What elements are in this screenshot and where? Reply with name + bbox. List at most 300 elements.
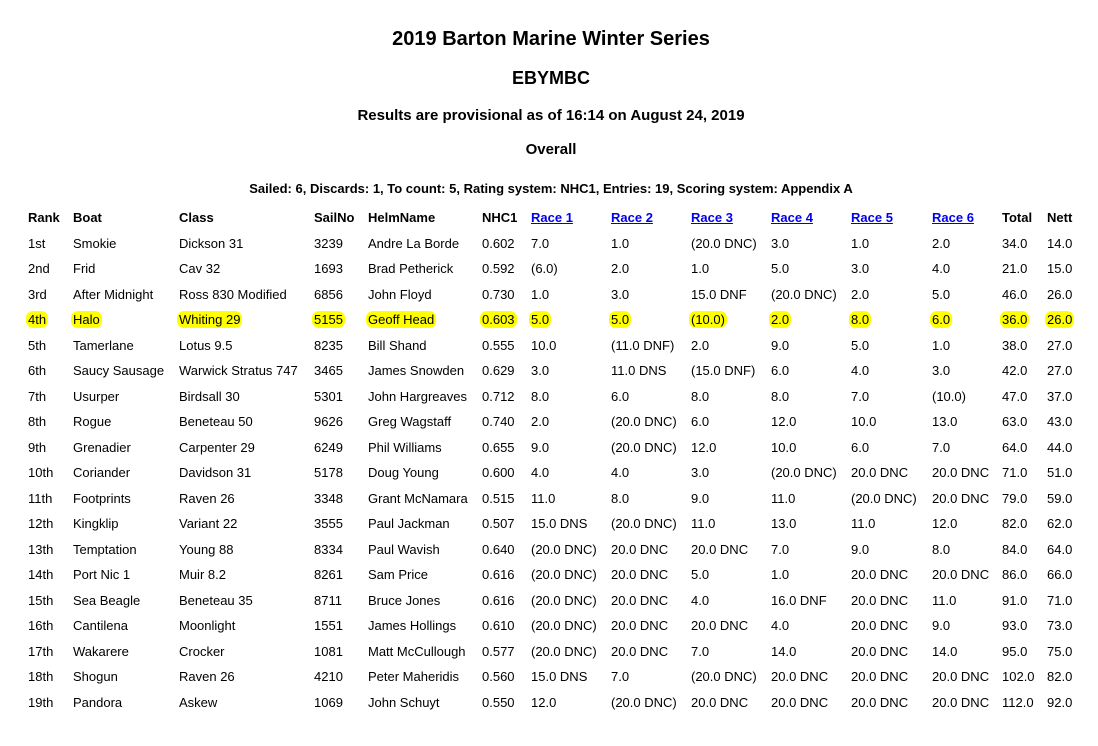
- cell-nett: [1047, 307, 1092, 333]
- cell-race-3: 1.0: [691, 261, 710, 277]
- cell-helm-name: James Snowden: [368, 363, 465, 379]
- cell-nhc1: 0.555: [482, 337, 515, 353]
- highlighted-value: Whiting 29: [179, 312, 241, 328]
- cell-helm-name: John Schuyt: [368, 694, 440, 710]
- cell-race-5: 6.0: [851, 439, 870, 455]
- cell-race-1: (20.0 DNC): [531, 541, 597, 557]
- cell-nett: 66.0: [1047, 567, 1073, 583]
- cell-race-2: 7.0: [611, 669, 630, 685]
- cell-class: Crocker: [179, 643, 225, 659]
- section-title: Overall: [525, 141, 577, 158]
- table-header-row: [28, 205, 1092, 231]
- cell-total: 86.0: [1002, 567, 1028, 583]
- race-6-link[interactable]: Race 6: [932, 210, 974, 226]
- cell-race-1: 4.0: [531, 465, 550, 481]
- cell-race-6: 1.0: [932, 337, 951, 353]
- cell-total: 21.0: [1002, 261, 1028, 277]
- cell-helm-name: Andre La Borde: [368, 235, 460, 251]
- cell-helm-name: Paul Jackman: [368, 516, 450, 532]
- cell-race-2: (20.0 DNC): [611, 516, 677, 532]
- cell-nett: 37.0: [1047, 388, 1073, 404]
- cell-race-1: (20.0 DNC): [531, 592, 597, 608]
- cell-helm-name: Bill Shand: [368, 337, 427, 353]
- cell-class: Birdsall 30: [179, 388, 240, 404]
- cell-race-1: 15.0 DNS: [531, 516, 588, 532]
- cell-nhc1: 0.507: [482, 516, 515, 532]
- cell-helm-name: Brad Petherick: [368, 261, 454, 277]
- cell-sail-no: 6856: [314, 286, 343, 302]
- provisional-notice: Results are provisional as of 16:14 on August 24, 2019: [357, 107, 745, 124]
- cell-race-6: 8.0: [932, 541, 951, 557]
- cell-nett: 82.0: [1047, 669, 1073, 685]
- cell-race-3: 20.0 DNC: [691, 618, 749, 634]
- cell-race-5: 5.0: [851, 337, 870, 353]
- cell-nett: 59.0: [1047, 490, 1073, 506]
- cell-total: 63.0: [1002, 414, 1028, 430]
- cell-helm-name: Sam Price: [368, 567, 428, 583]
- cell-class: Ross 830 Modified: [179, 286, 287, 302]
- cell-race-4: 16.0 DNF: [771, 592, 827, 608]
- cell-race-2: 1.0: [611, 235, 630, 251]
- header-boat: Boat: [73, 210, 102, 226]
- highlighted-value: Geoff Head: [368, 312, 435, 328]
- cell-race-3: 6.0: [691, 414, 710, 430]
- cell-race-5: 20.0 DNC: [851, 567, 909, 583]
- highlighted-value: 2.0: [771, 312, 790, 328]
- cell-total: 79.0: [1002, 490, 1028, 506]
- cell-race-2: (20.0 DNC): [611, 414, 677, 430]
- cell-nett: 92.0: [1047, 694, 1073, 710]
- cell-race-1: [531, 307, 611, 333]
- cell-nhc1: 0.600: [482, 465, 515, 481]
- cell-race-1: (20.0 DNC): [531, 567, 597, 583]
- highlighted-value: 8.0: [851, 312, 870, 328]
- cell-race-3: 4.0: [691, 592, 710, 608]
- cell-total: 102.0: [1002, 669, 1035, 685]
- cell-sail-no: 3239: [314, 235, 343, 251]
- series-summary: Sailed: 6, Discards: 1, To count: 5, Rating system: NHC1, Entries: 19, Scoring system: Appendix A: [249, 181, 853, 196]
- cell-helm-name: John Floyd: [368, 286, 432, 302]
- table-row: [28, 664, 1092, 690]
- cell-boat: After Midnight: [73, 286, 154, 302]
- cell-nhc1: 0.610: [482, 618, 515, 634]
- cell-race-2: [611, 307, 691, 333]
- cell-race-2: (20.0 DNC): [611, 439, 677, 455]
- cell-race-6: 9.0: [932, 618, 951, 634]
- cell-race-3: 5.0: [691, 567, 710, 583]
- cell-race-4: 7.0: [771, 541, 790, 557]
- cell-race-1: 15.0 DNS: [531, 669, 588, 685]
- cell-total: 95.0: [1002, 643, 1028, 659]
- cell-nett: 71.0: [1047, 592, 1073, 608]
- cell-nett: 44.0: [1047, 439, 1073, 455]
- header-helm-name: HelmName: [368, 210, 436, 226]
- header-race-5: [851, 205, 932, 231]
- cell-race-5: 10.0: [851, 414, 877, 430]
- cell-race-1: 9.0: [531, 439, 550, 455]
- cell-total: 46.0: [1002, 286, 1028, 302]
- race-5-link[interactable]: Race 5: [851, 210, 893, 226]
- cell-race-5: 1.0: [851, 235, 870, 251]
- cell-boat: Port Nic 1: [73, 567, 131, 583]
- cell-helm-name: Matt McCullough: [368, 643, 466, 659]
- cell-class: Young 88: [179, 541, 234, 557]
- cell-boat: Usurper: [73, 388, 120, 404]
- cell-class: Variant 22: [179, 516, 238, 532]
- table-row: [28, 384, 1092, 410]
- cell-helm-name: Peter Maheridis: [368, 669, 460, 685]
- cell-race-1: 8.0: [531, 388, 550, 404]
- cell-sail-no: 8261: [314, 567, 343, 583]
- cell-race-3: (15.0 DNF): [691, 363, 756, 379]
- cell-race-2: 8.0: [611, 490, 630, 506]
- cell-sail-no: 3555: [314, 516, 343, 532]
- cell-race-5: 20.0 DNC: [851, 618, 909, 634]
- cell-class: Moonlight: [179, 618, 236, 634]
- cell-race-1: 10.0: [531, 337, 557, 353]
- header-total: Total: [1002, 210, 1033, 226]
- cell-helm-name: Paul Wavish: [368, 541, 440, 557]
- cell-race-4: 1.0: [771, 567, 790, 583]
- cell-rank: 17th: [28, 643, 54, 659]
- table-row: [28, 639, 1092, 665]
- cell-sail-no: 3465: [314, 363, 343, 379]
- cell-race-4: 11.0: [771, 490, 796, 506]
- results-table: [28, 205, 1092, 715]
- cell-race-3: [691, 307, 771, 333]
- cell-class: Askew: [179, 694, 218, 710]
- cell-race-6: 7.0: [932, 439, 951, 455]
- cell-race-1: 2.0: [531, 414, 550, 430]
- cell-race-2: (20.0 DNC): [611, 694, 677, 710]
- table-row: [28, 231, 1092, 257]
- cell-race-4: [771, 307, 851, 333]
- cell-rank: 5th: [28, 337, 47, 353]
- cell-race-5: 9.0: [851, 541, 870, 557]
- cell-race-1: (6.0): [531, 261, 558, 277]
- table-row: [28, 537, 1092, 563]
- cell-nett: 64.0: [1047, 541, 1073, 557]
- cell-race-3: 8.0: [691, 388, 710, 404]
- highlighted-value: 6.0: [932, 312, 951, 328]
- cell-rank: 13th: [28, 541, 54, 557]
- table-row: [28, 256, 1092, 282]
- header-race-2: [611, 205, 691, 231]
- cell-total: 42.0: [1002, 363, 1028, 379]
- cell-nhc1: [482, 307, 531, 333]
- cell-race-6: 4.0: [932, 261, 951, 277]
- cell-race-1: 11.0: [531, 490, 556, 506]
- header-race-3: [691, 205, 771, 231]
- cell-helm-name: John Hargreaves: [368, 388, 467, 404]
- cell-nhc1: 0.515: [482, 490, 515, 506]
- cell-class: Beneteau 50: [179, 414, 253, 430]
- highlighted-value: 5.0: [531, 312, 550, 328]
- header-nett: Nett: [1047, 210, 1073, 226]
- cell-boat: Coriander: [73, 465, 131, 481]
- cell-rank: 18th: [28, 669, 54, 685]
- cell-race-3: 20.0 DNC: [691, 541, 749, 557]
- cell-class: Beneteau 35: [179, 592, 253, 608]
- cell-boat: Footprints: [73, 490, 131, 506]
- cell-helm-name: James Hollings: [368, 618, 457, 634]
- cell-race-3: 7.0: [691, 643, 710, 659]
- cell-race-4: 4.0: [771, 618, 790, 634]
- cell-nett: 43.0: [1047, 414, 1073, 430]
- table-row: [28, 690, 1092, 716]
- cell-race-3: 11.0: [691, 516, 716, 532]
- cell-rank: 12th: [28, 516, 54, 532]
- cell-helm-name: Doug Young: [368, 465, 439, 481]
- cell-nhc1: 0.640: [482, 541, 515, 557]
- cell-total: 71.0: [1002, 465, 1028, 481]
- cell-total: 38.0: [1002, 337, 1028, 353]
- cell-rank: 9th: [28, 439, 47, 455]
- cell-boat: Wakarere: [73, 643, 129, 659]
- cell-race-3: 9.0: [691, 490, 710, 506]
- cell-sail-no: 1551: [314, 618, 343, 634]
- cell-rank: 6th: [28, 363, 47, 379]
- cell-race-4: 6.0: [771, 363, 790, 379]
- cell-race-5: 20.0 DNC: [851, 669, 909, 685]
- cell-helm-name: Greg Wagstaff: [368, 414, 452, 430]
- cell-race-6: 14.0: [932, 643, 958, 659]
- cell-nett: 75.0: [1047, 643, 1073, 659]
- cell-nhc1: 0.577: [482, 643, 515, 659]
- header-race-6: [932, 205, 1002, 231]
- header-class: Class: [179, 210, 214, 226]
- cell-race-5: 7.0: [851, 388, 870, 404]
- cell-race-2: 20.0 DNC: [611, 592, 669, 608]
- cell-class: Raven 26: [179, 490, 235, 506]
- cell-nhc1: 0.592: [482, 261, 515, 277]
- cell-rank: 14th: [28, 567, 54, 583]
- cell-sail-no: 9626: [314, 414, 343, 430]
- cell-race-4: 8.0: [771, 388, 790, 404]
- cell-total: 47.0: [1002, 388, 1028, 404]
- cell-boat: Tamerlane: [73, 337, 134, 353]
- cell-rank: 10th: [28, 465, 54, 481]
- cell-nett: 26.0: [1047, 286, 1073, 302]
- table-row: [28, 460, 1092, 486]
- cell-race-4: 12.0: [771, 414, 797, 430]
- cell-nhc1: 0.655: [482, 439, 515, 455]
- table-row: [28, 333, 1092, 359]
- cell-sail-no: 4210: [314, 669, 343, 685]
- cell-race-6: 13.0: [932, 414, 958, 430]
- highlighted-value: 5.0: [611, 312, 630, 328]
- cell-race-4: (20.0 DNC): [771, 286, 837, 302]
- cell-race-6: 20.0 DNC: [932, 669, 990, 685]
- cell-sail-no: 5301: [314, 388, 343, 404]
- cell-race-5: 3.0: [851, 261, 870, 277]
- cell-rank: 3rd: [28, 286, 47, 302]
- header-rank: Rank: [28, 210, 60, 226]
- cell-boat: Smokie: [73, 235, 117, 251]
- cell-race-1: 7.0: [531, 235, 550, 251]
- cell-class: Cav 32: [179, 261, 221, 277]
- cell-rank: 19th: [28, 694, 54, 710]
- cell-race-4: 14.0: [771, 643, 797, 659]
- cell-rank: 2nd: [28, 261, 50, 277]
- cell-sail-no: 8334: [314, 541, 343, 557]
- cell-race-6: 20.0 DNC: [932, 694, 990, 710]
- cell-total: [1002, 307, 1047, 333]
- cell-boat: Rogue: [73, 414, 112, 430]
- cell-race-3: 12.0: [691, 439, 717, 455]
- cell-sail-no: 8711: [314, 592, 342, 608]
- cell-race-5: (20.0 DNC): [851, 490, 917, 506]
- table-row: [28, 409, 1092, 435]
- cell-race-2: 20.0 DNC: [611, 567, 669, 583]
- cell-nett: 14.0: [1047, 235, 1073, 251]
- cell-race-5: 20.0 DNC: [851, 694, 909, 710]
- table-row: [28, 511, 1092, 537]
- table-row: [28, 282, 1092, 308]
- cell-helm-name: [368, 307, 482, 333]
- cell-total: 34.0: [1002, 235, 1028, 251]
- cell-total: 112.0: [1002, 694, 1034, 710]
- highlighted-value: 36.0: [1002, 312, 1028, 328]
- cell-race-1: 1.0: [531, 286, 550, 302]
- cell-race-4: 20.0 DNC: [771, 669, 829, 685]
- header-race-4: [771, 205, 851, 231]
- cell-rank: 11th: [28, 490, 53, 506]
- cell-race-4: 5.0: [771, 261, 790, 277]
- highlighted-value: (10.0): [691, 312, 725, 328]
- cell-race-6: 3.0: [932, 363, 951, 379]
- cell-nhc1: 0.740: [482, 414, 515, 430]
- cell-boat: [73, 307, 179, 333]
- cell-class: Davidson 31: [179, 465, 252, 481]
- cell-rank: 7th: [28, 388, 47, 404]
- header-race-1: [531, 205, 611, 231]
- cell-race-2: 20.0 DNC: [611, 643, 669, 659]
- cell-boat: Pandora: [73, 694, 123, 710]
- cell-class: Raven 26: [179, 669, 235, 685]
- cell-nhc1: 0.550: [482, 694, 515, 710]
- highlighted-value: 4th: [28, 312, 47, 328]
- cell-race-1: 3.0: [531, 363, 550, 379]
- cell-class: Carpenter 29: [179, 439, 255, 455]
- cell-race-6: 20.0 DNC: [932, 490, 990, 506]
- cell-nhc1: 0.730: [482, 286, 515, 302]
- header-nhc1: NHC1: [482, 210, 518, 226]
- cell-rank: [28, 307, 73, 333]
- table-row: [28, 562, 1092, 588]
- highlighted-value: 0.603: [482, 312, 515, 328]
- cell-race-5: 20.0 DNC: [851, 592, 909, 608]
- table-row: [28, 307, 1092, 333]
- cell-race-5: 20.0 DNC: [851, 465, 909, 481]
- cell-boat: Grenadier: [73, 439, 131, 455]
- cell-race-6: 2.0: [932, 235, 951, 251]
- cell-class: Warwick Stratus 747: [179, 363, 298, 379]
- cell-sail-no: 5178: [314, 465, 343, 481]
- cell-nhc1: 0.629: [482, 363, 515, 379]
- cell-race-6: 12.0: [932, 516, 958, 532]
- table-row: [28, 358, 1092, 384]
- cell-rank: 15th: [28, 592, 54, 608]
- cell-race-3: 20.0 DNC: [691, 694, 749, 710]
- cell-sail-no: 6249: [314, 439, 343, 455]
- race-1-link[interactable]: Race 1: [531, 210, 573, 226]
- cell-race-3: (20.0 DNC): [691, 669, 757, 685]
- cell-race-4: 3.0: [771, 235, 790, 251]
- cell-race-6: 20.0 DNC: [932, 465, 990, 481]
- cell-race-6: (10.0): [932, 388, 966, 404]
- cell-boat: Sea Beagle: [73, 592, 141, 608]
- race-2-link[interactable]: Race 2: [611, 210, 653, 226]
- cell-sail-no: 1081: [314, 643, 343, 659]
- cell-race-4: 10.0: [771, 439, 797, 455]
- cell-boat: Cantilena: [73, 618, 128, 634]
- cell-race-4: 9.0: [771, 337, 790, 353]
- cell-race-5: [851, 307, 932, 333]
- cell-race-6: 20.0 DNC: [932, 567, 990, 583]
- race-4-link[interactable]: Race 4: [771, 210, 813, 226]
- cell-nhc1: 0.712: [482, 388, 515, 404]
- cell-race-2: 11.0 DNS: [611, 363, 667, 379]
- cell-total: 82.0: [1002, 516, 1028, 532]
- cell-race-5: 11.0: [851, 516, 876, 532]
- series-title: 2019 Barton Marine Winter Series: [392, 28, 710, 50]
- cell-nett: 15.0: [1047, 261, 1073, 277]
- cell-class: Lotus 9.5: [179, 337, 233, 353]
- cell-total: 84.0: [1002, 541, 1028, 557]
- cell-race-4: 20.0 DNC: [771, 694, 829, 710]
- cell-race-1: (20.0 DNC): [531, 618, 597, 634]
- cell-race-1: (20.0 DNC): [531, 643, 597, 659]
- cell-total: 91.0: [1002, 592, 1028, 608]
- cell-race-4: (20.0 DNC): [771, 465, 837, 481]
- cell-nett: 73.0: [1047, 618, 1073, 634]
- cell-race-2: 3.0: [611, 286, 630, 302]
- cell-helm-name: Bruce Jones: [368, 592, 441, 608]
- cell-nett: 62.0: [1047, 516, 1073, 532]
- cell-race-5: 4.0: [851, 363, 870, 379]
- cell-sail-no: [314, 307, 368, 333]
- club-name: EBYMBC: [511, 68, 590, 88]
- race-3-link[interactable]: Race 3: [691, 210, 733, 226]
- cell-race-2: (11.0 DNF): [611, 337, 675, 353]
- cell-sail-no: 1693: [314, 261, 343, 277]
- cell-race-4: 13.0: [771, 516, 797, 532]
- table-row: [28, 435, 1092, 461]
- cell-rank: 8th: [28, 414, 47, 430]
- cell-helm-name: Phil Williams: [368, 439, 442, 455]
- cell-race-3: 15.0 DNF: [691, 286, 747, 302]
- cell-sail-no: 1069: [314, 694, 343, 710]
- cell-race-2: 6.0: [611, 388, 630, 404]
- cell-race-3: 2.0: [691, 337, 710, 353]
- cell-race-5: 2.0: [851, 286, 870, 302]
- cell-helm-name: Grant McNamara: [368, 490, 468, 506]
- cell-boat: Shogun: [73, 669, 118, 685]
- cell-total: 93.0: [1002, 618, 1028, 634]
- table-row: [28, 486, 1092, 512]
- cell-boat: Saucy Sausage: [73, 363, 165, 379]
- highlighted-value: Halo: [73, 312, 100, 328]
- cell-nett: 27.0: [1047, 363, 1073, 379]
- cell-race-3: 3.0: [691, 465, 710, 481]
- cell-nett: 27.0: [1047, 337, 1073, 353]
- cell-rank: 16th: [28, 618, 54, 634]
- cell-race-2: 4.0: [611, 465, 630, 481]
- cell-class: Muir 8.2: [179, 567, 226, 583]
- header-sail-no: SailNo: [314, 210, 355, 226]
- cell-race-2: 20.0 DNC: [611, 618, 669, 634]
